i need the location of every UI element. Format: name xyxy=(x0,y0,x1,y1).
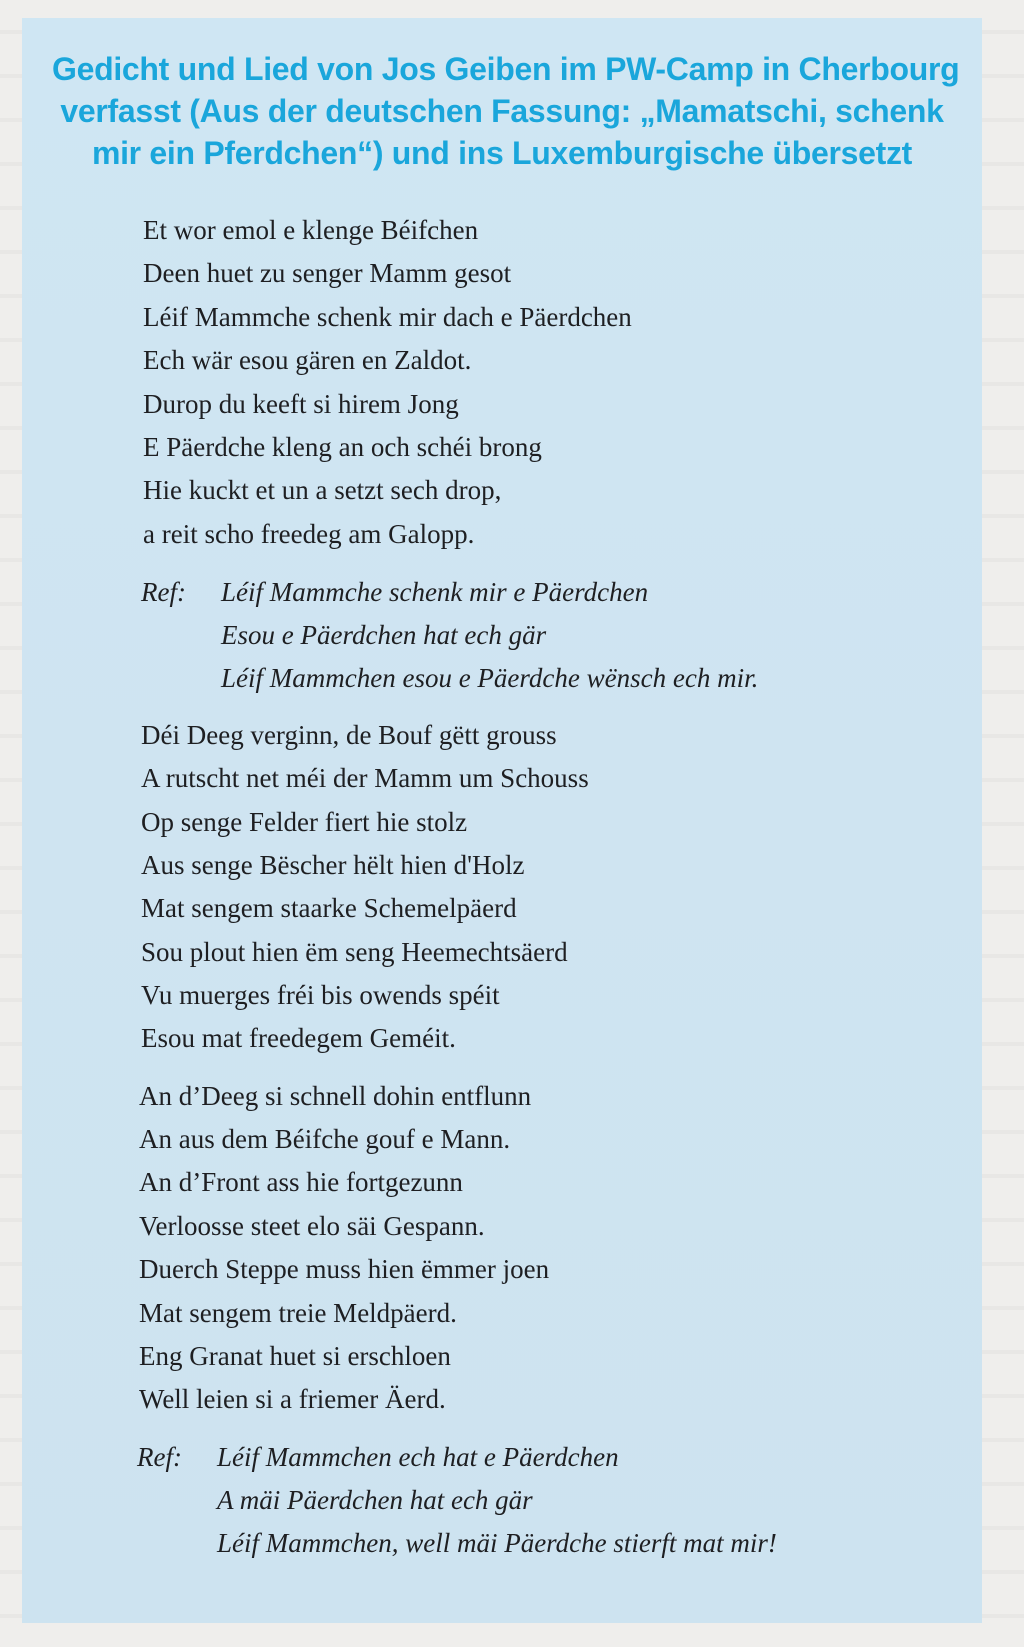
stanza3-line: An d’Deeg si schnell dohin entflunn xyxy=(139,1081,532,1111)
stanza3-line: An d’Front ass hie fortgezunn xyxy=(139,1167,463,1197)
stanza3-line: Eng Granat huet si erschloen xyxy=(139,1341,451,1371)
title-line: mir ein Pferdchen“) und ins Luxemburgische übersetzt xyxy=(91,135,913,171)
refrain2-line: A mäi Päerdchen hat ech gär xyxy=(217,1485,533,1515)
stanza3-line: An aus dem Béifche gouf e Mann. xyxy=(139,1124,511,1154)
stanza2-line: A rutscht net méi der Mamm um Schouss xyxy=(141,763,589,793)
stanza1-line: Ech wär esou gären en Zaldot. xyxy=(143,345,472,375)
stanza1-line: E Päerdche kleng an och schéi brong xyxy=(143,432,542,462)
refrain1-line: Léif Mammchen esou e Päerdche wënsch ech mir. xyxy=(221,663,759,693)
refrain1-line: Léif Mammche schenk mir e Päerdchen xyxy=(221,577,649,607)
stanza1-line: Hie kuckt et un a setzt sech drop, xyxy=(143,475,502,505)
stanza3-line: Well leien si a friemer Äerd. xyxy=(139,1384,446,1414)
refrain1-line: Esou e Päerdchen hat ech gär xyxy=(221,620,547,650)
stanza1-line: Deen huet zu senger Mamm gesot xyxy=(143,258,512,288)
stanza1-line: Léif Mammche schenk mir dach e Päerdchen xyxy=(143,302,632,332)
refrain-label: Ref: xyxy=(137,1442,182,1472)
stanza2-line: Op senge Felder fiert hie stolz xyxy=(141,807,468,837)
stanza2-line: Esou mat freedegem Geméit. xyxy=(141,1023,456,1053)
refrain2-line: Léif Mammchen ech hat e Päerdchen xyxy=(217,1442,619,1472)
stanza1-line: Durop du keeft si hirem Jong xyxy=(143,389,459,419)
stanza3-line: Duerch Steppe muss hien ëmmer joen xyxy=(139,1254,550,1284)
stanza1-line: a reit scho freedeg am Galopp. xyxy=(143,519,475,549)
stanza2-line: Déi Deeg verginn, de Bouf gëtt grouss xyxy=(141,720,557,750)
stanza3-line: Verloosse steet elo säi Gespann. xyxy=(139,1211,485,1241)
poem-body xyxy=(22,18,982,1623)
stanza2-line: Vu muerges fréi bis owends spéit xyxy=(141,980,500,1010)
stanza3-line: Mat sengem treie Meldpäerd. xyxy=(139,1298,457,1328)
refrain2-line: Léif Mammchen, well mäi Päerdche stierft mat mir! xyxy=(217,1528,777,1558)
title-line: verfasst (Aus der deutschen Fassung: „Mamatschi, schenk xyxy=(60,93,944,129)
stanza2-line: Sou plout hien ëm seng Heemechtsäerd xyxy=(141,937,568,967)
stanza1-line: Et wor emol e klenge Béifchen xyxy=(143,215,479,245)
refrain-label: Ref: xyxy=(141,577,186,607)
poem-box xyxy=(22,18,982,1623)
title-line: Gedicht und Lied von Jos Geiben im PW-Camp in Cherbourg xyxy=(52,51,960,87)
stanza2-line: Aus senge Bëscher hëlt hien d'Holz xyxy=(141,850,525,880)
stanza2-line: Mat sengem staarke Schemelpäerd xyxy=(141,893,517,923)
